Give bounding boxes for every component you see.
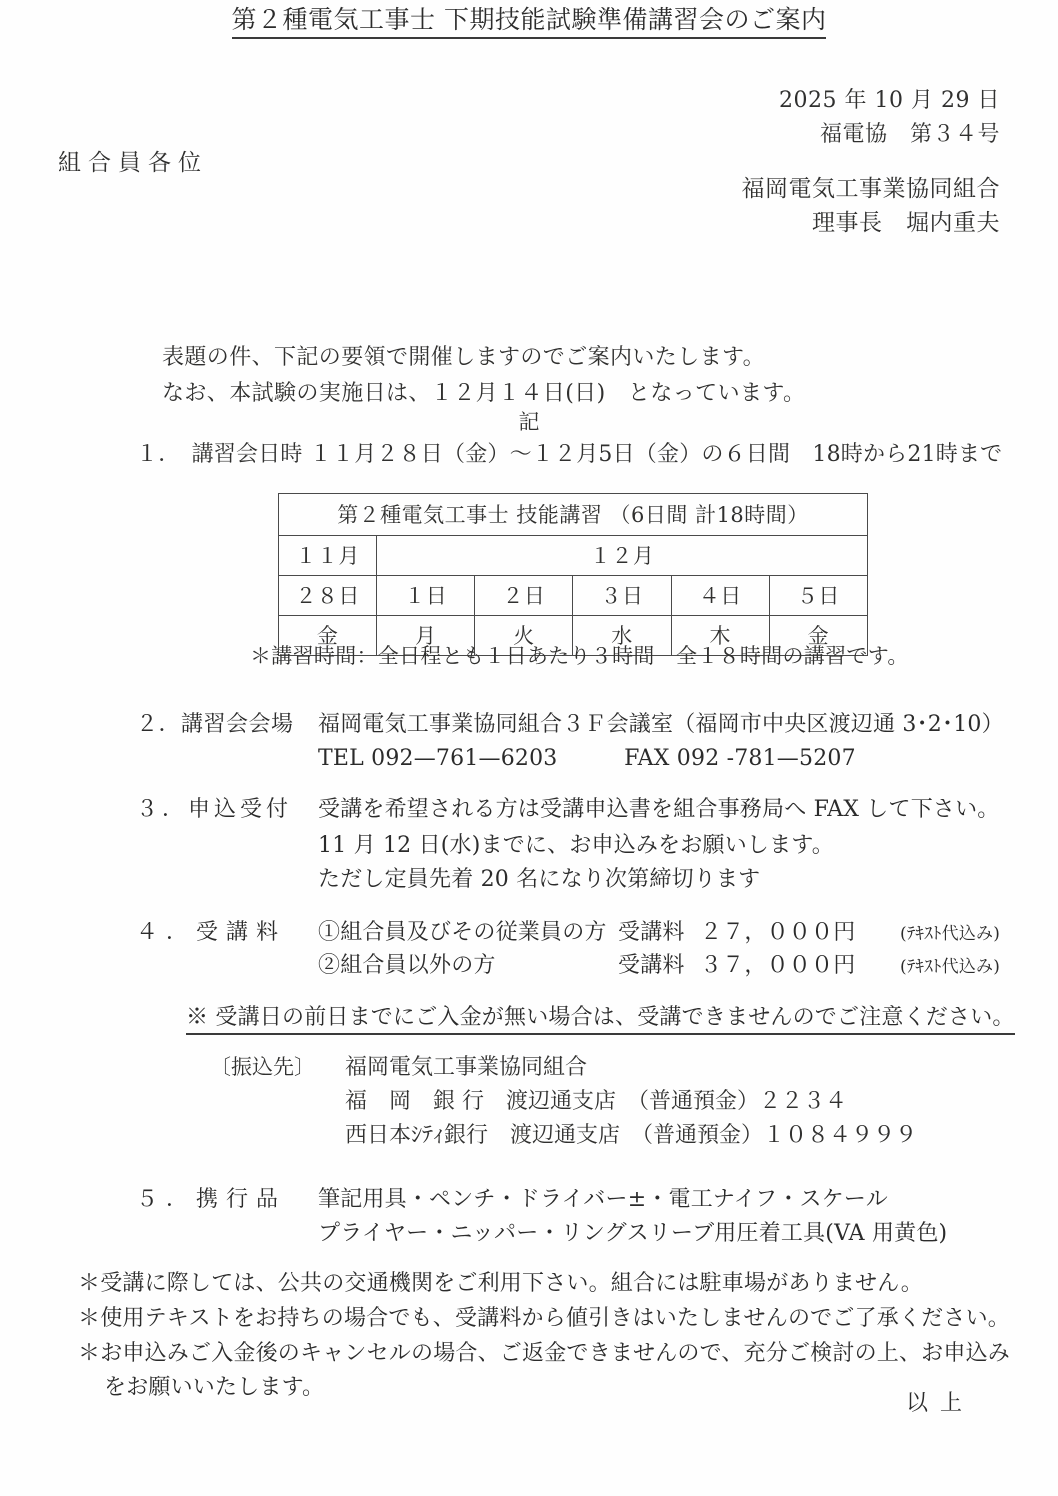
bank-account-holder: 福岡電気工事業協同組合 — [345, 1055, 588, 1080]
fee-2-amount: ３７，０００円 — [700, 953, 856, 978]
fee-2-description: ②組合員以外の方 — [318, 953, 496, 978]
table-cell-day-0: ２８日 — [279, 576, 377, 616]
table-cell-month-nov: １１月 — [279, 536, 377, 576]
item-1-schedule: １． 講習会日時 １１月２８日（金）～１２月5日（金）の６日間 18時から21時まで — [136, 442, 1003, 467]
fee-1-note: (ﾃｷｽﾄ代込み) — [900, 924, 1001, 944]
item-4-fee-row-1 — [318, 915, 1000, 946]
sender-organization: 福岡電気工事業協同組合 — [741, 176, 1000, 202]
intro-line-2: なお、本試験の実施日は、１２月１４日(日) となっています。 — [162, 381, 806, 406]
fee-2-note: (ﾃｷｽﾄ代込み) — [900, 957, 1001, 977]
page-title-text: 第２種電気工事士 下期技能試験準備講習会のご案内 — [232, 5, 827, 39]
table-row-days — [279, 576, 868, 616]
table-cell-day-2: ２日 — [475, 576, 573, 616]
table-cell-weekday-0: 金 — [279, 616, 377, 656]
item-4-fee-row-2 — [318, 948, 1000, 979]
fee-1-label: 受講料 — [618, 920, 685, 945]
table-cell-weekday-5: 金 — [769, 616, 867, 656]
intro-line-1: 表題の件、下記の要領で開催しますのでご案内いたします。 — [162, 345, 766, 370]
ki-marker: 記 — [518, 410, 540, 434]
fee-1-amount: ２７，０００円 — [700, 920, 856, 945]
table-cell-day-3: ３日 — [573, 576, 671, 616]
table-row-months — [279, 536, 868, 576]
fee-1-description: ①組合員及びその従業員の方 — [318, 920, 607, 945]
table-cell-weekday-3: 水 — [573, 616, 671, 656]
item-3-label: ３．申込受付 — [136, 797, 293, 822]
table-cell-day-1: １日 — [377, 576, 475, 616]
item-5-line-2: プライヤー・ニッパー・リングスリーブ用圧着工具(VA 用黄色) — [318, 1221, 948, 1246]
fee-2-label: 受講料 — [618, 953, 685, 978]
table-note: ＊講習時間：全日程とも１日あたり３時間 全１８時間の講習です。 — [250, 644, 909, 668]
document-number: 福電協 第３４号 — [819, 122, 1000, 147]
item-3-line-3: ただし定員先着 20 名になり次第締切ります — [318, 867, 761, 892]
footnote-1: ＊受講に際しては、公共の交通機関をご利用下さい。組合には駐車場がありません。 — [78, 1271, 923, 1296]
table-cell-day-5: ５日 — [769, 576, 867, 616]
bank-account-2: 西日本ｼﾃｨ銀行 渡辺通支店 （普通預金）１０８４９９９ — [345, 1123, 918, 1148]
document-date: 2025 年 10 月 29 日 — [779, 88, 1000, 113]
footnote-3: ＊お申込みご入金後のキャンセルの場合、ご返金できませんので、充分ご検討の上、お申込み — [78, 1341, 1010, 1366]
item-2-contact: TEL 092—761—6203 FAX 092 -781—5207 — [318, 746, 856, 771]
table-cell-month-dec: １２月 — [377, 536, 868, 576]
bank-account-1: 福 岡 銀 行 渡辺通支店 （普通預金）２２３４ — [345, 1089, 847, 1114]
payment-caution-text: ※ 受講日の前日までにご入金が無い場合は、受講できませんのでご注意ください。 — [186, 1005, 1015, 1035]
item-2-label: ２．講習会会場 — [136, 712, 294, 737]
item-4-label: ４．受講料 — [136, 920, 287, 945]
item-3-line-1: 受講を希望される方は受講申込書を組合事務局へ FAX して下さい。 — [318, 797, 1000, 822]
table-cell-weekday-1: 月 — [377, 616, 475, 656]
table-caption-cell: 第２種電気工事士 技能講習 （6日間 計18時間） — [279, 494, 868, 536]
footnote-3-continued: をお願いいたします。 — [104, 1375, 325, 1400]
addressee: 組合員各位 — [58, 150, 208, 176]
item-2-venue: 福岡電気工事業協同組合３Ｆ会議室（福岡市中央区渡辺通 3･2･10） — [318, 712, 1004, 737]
item-3-line-2: 11 月 12 日(水)までに、お申込みをお願いします。 — [318, 833, 834, 858]
table-cell-day-4: ４日 — [671, 576, 769, 616]
table-cell-weekday-4: 木 — [671, 616, 769, 656]
table-row-caption — [279, 494, 868, 536]
payment-caution — [186, 1000, 1015, 1031]
schedule-table — [278, 493, 868, 656]
bank-section-label: 〔振込先〕 — [210, 1055, 315, 1079]
page-title — [0, 0, 1058, 36]
table-cell-weekday-2: 火 — [475, 616, 573, 656]
footnote-2: ＊使用テキストをお持ちの場合でも、受講料から値引きはいたしませんのでご了承ください。 — [78, 1306, 1010, 1331]
closing-mark: 以上 — [906, 1391, 975, 1416]
sender-person: 理事長 堀内重夫 — [812, 210, 1000, 236]
item-5-label: ５．携行品 — [136, 1187, 287, 1212]
item-5-line-1: 筆記用具・ペンチ・ドライバー±・電工ナイフ・スケール — [318, 1187, 888, 1212]
